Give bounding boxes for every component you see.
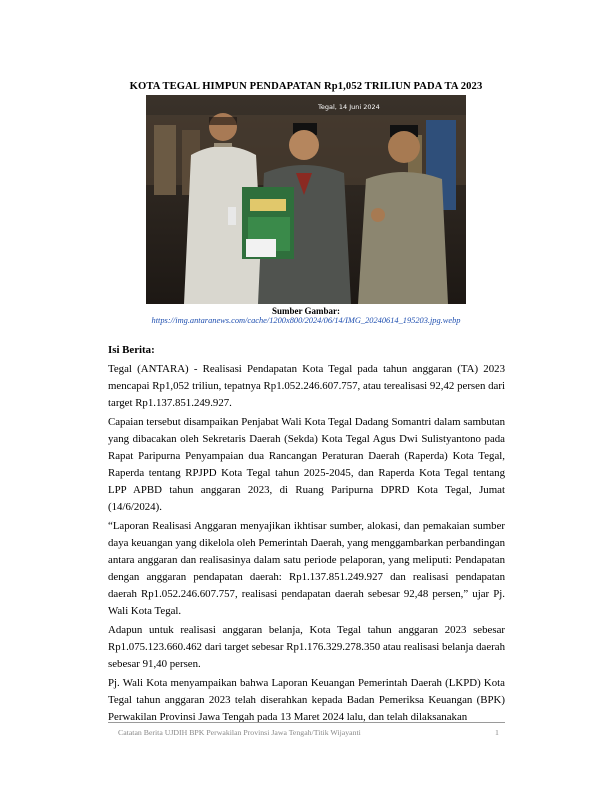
article-body (108, 342, 505, 728)
section-heading: Isi Berita: (108, 344, 155, 356)
paragraph: “Laporan Realisasi Anggaran menyajikan ikhtisar sumber, alokasi, dan pemakaian sumber daya keuangan yang dikelola oleh Pemerintah Daerah, yang menggambarkan perbandingan antara anggaran dan realisasinya dalam satu periode pelaporan, yang meliputi: Pendapatan dengan anggaran pendapatan daerah: Rp1.137.851.249.927 dan realisasi pendapatan daerah Rp1.052.246.607.757, realisasi pendapatan daerah sebesar 92,48 persen,” ujar Pj. Wali Kota Tegal. (108, 520, 505, 617)
paragraph: Adapun untuk realisasi anggaran belanja, Kota Tegal tahun anggaran 2023 sebesar Rp1.075.123.660.462 dari target sebesar Rp1.176.329.278.350 atau realisasi belanja daerah sebesar 91,40 persen. (108, 624, 505, 670)
caption-url-link[interactable]: https://img.antaranews.com/cache/1200x800/2024/06/14/IMG_20240614_195203.jpg.webp (151, 316, 461, 325)
article-title: KOTA TEGAL HIMPUN PENDAPATAN Rp1,052 TRILIUN PADA TA 2023 (129, 81, 483, 92)
paragraph: Pj. Wali Kota menyampaikan bahwa Laporan Keuangan Pemerintah Daerah (LKPD) Kota Tegal tahun anggaran 2023 telah diserahkan kepada Badan Pemeriksa Keuangan (BPK) Perwakilan Provinsi Jawa Tengah pada 13 Maret 2024 lalu, dan telah dilaksanakan (108, 677, 505, 723)
photo-overlay-date: Tegal, 14 Juni 2024 (318, 103, 380, 111)
paragraph: Tegal (ANTARA) - Realisasi Pendapatan Kota Tegal pada tahun anggaran (TA) 2023 mencapai Rp1,052 triliun, tepatnya Rp1.052.246.607.757, atau terealisasi 92,42 persen dari target Rp1.137.851.249.927. (108, 363, 505, 409)
footer-divider (108, 722, 505, 723)
paragraph: Capaian tersebut disampaikan Penjabat Wali Kota Tegal Dadang Somantri dalam sambutan yang dibacakan oleh Sekretaris Daerah (Sekda) Kota Tegal Agus Dwi Sulistyantono pada Rapat Paripurna Penyampaian dua Rancangan Peraturan Daerah (Raperda) Kota Tegal, Raperda tentang RPJPD Kota Tegal tahun 2025-2045, dan Raperda Kota Tegal tentang LPP APBD tahun anggaran 2023, di Ruang Paripurna DPRD Kota Tegal, Jumat (14/6/2024). (108, 416, 505, 513)
caption-label: Sumber Gambar: (271, 306, 341, 316)
footer-text: Catatan Berita UJDIH BPK Perwakilan Provinsi Jawa Tengah/Titik Wijayanti (118, 728, 361, 737)
page-number: 1 (495, 728, 499, 737)
news-photo (146, 95, 466, 304)
